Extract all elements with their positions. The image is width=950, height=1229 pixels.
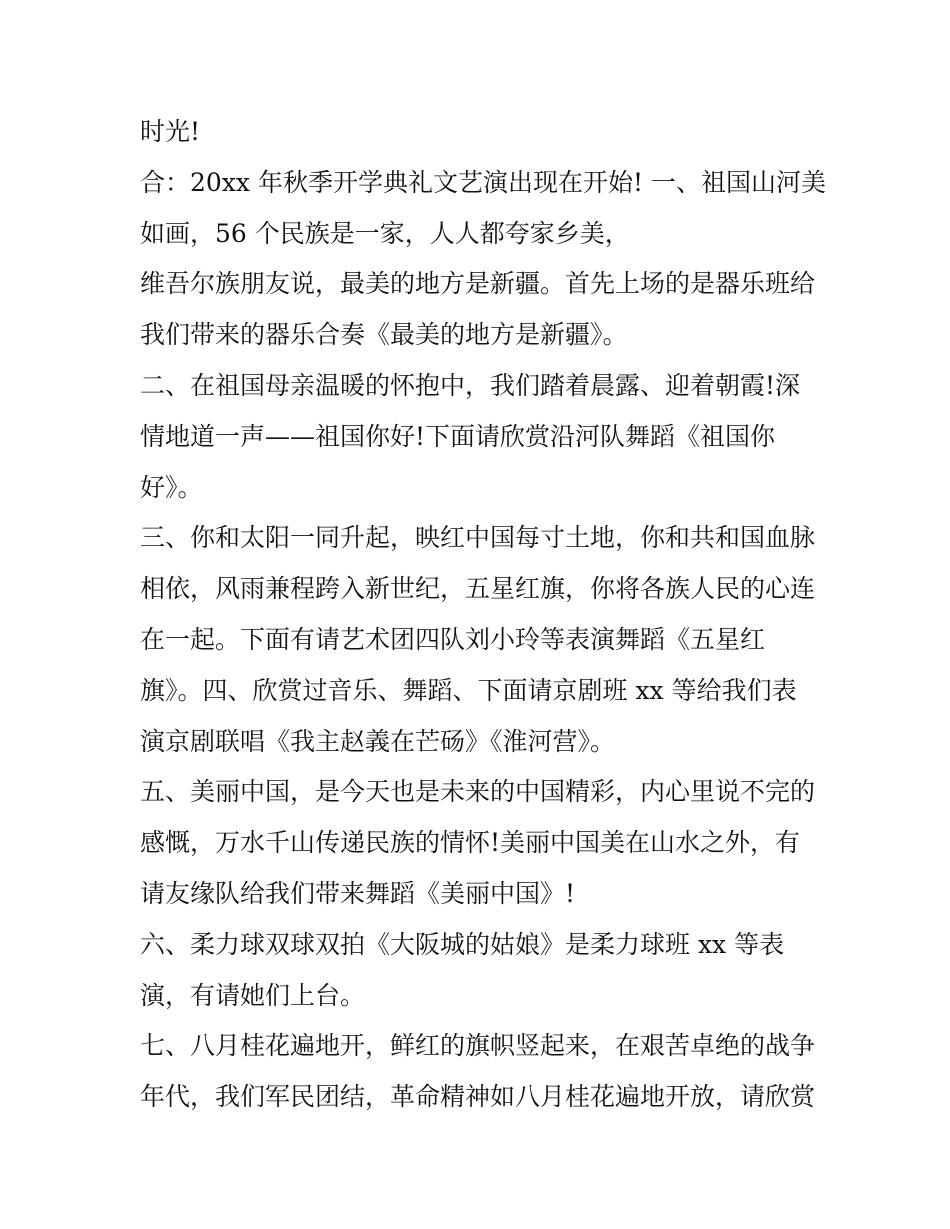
text-line: 二、在祖国母亲温暖的怀抱中，我们踏着晨露、迎着朝霞!深 (140, 370, 801, 400)
text-line: 相依，风雨兼程跨入新世纪，五星红旗，你将各族人民的心连 (140, 574, 816, 604)
text-line: 五、美丽中国，是今天也是未来的中国精彩，内心里说不完的 (140, 777, 816, 807)
text-line: 合：20xx 年秋季开学典礼文艺演出现在开始! 一、祖国山河美 (140, 167, 826, 197)
text-line: 时光! (140, 117, 201, 146)
text-line: 在一起。下面有请艺术团四队刘小玲等表演舞蹈《五星红 (140, 624, 766, 654)
text-line: 感慨，万水千山传递民族的情怀!美丽中国美在山水之外，有 (140, 828, 801, 858)
text-line: 演，有请她们上台。 (140, 980, 366, 1010)
text-line: 六、柔力球双球双拍《大阪城的姑娘》是柔力球班 xx 等表 (140, 929, 785, 959)
text-line: 演京剧联唱《我主赵義在芒砀》《淮河营》。 (140, 726, 616, 756)
text-line: 年代，我们军民团结，革命精神如八月桂花遍地开放，请欣赏 (140, 1082, 816, 1112)
text-line: 维吾尔族朋友说，最美的地方是新疆。首先上场的是器乐班给 (140, 269, 816, 299)
text-line: 旗》。四、欣赏过音乐、舞蹈、下面请京剧班 xx 等给我们表 (140, 675, 797, 705)
text-line: 请友缘队给我们带来舞蹈《美丽中国》! (140, 878, 576, 908)
text-line: 好》。 (140, 472, 203, 502)
text-line: 我们带来的器乐合奏《最美的地方是新疆》。 (140, 320, 628, 350)
text-line: 七、八月桂花遍地开，鲜红的旗帜竖起来，在艰苦卓绝的战争 (140, 1031, 816, 1061)
text-line: 如画，56 个民族是一家，人人都夸家乡美， (140, 218, 630, 248)
document-body (140, 107, 830, 1123)
text-line: 情地道一声——祖国你好!下面请欣赏沿河队舞蹈《祖国你 (140, 421, 776, 451)
text-line: 三、你和太阳一同升起，映红中国每寸土地，你和共和国血脉 (140, 523, 816, 553)
